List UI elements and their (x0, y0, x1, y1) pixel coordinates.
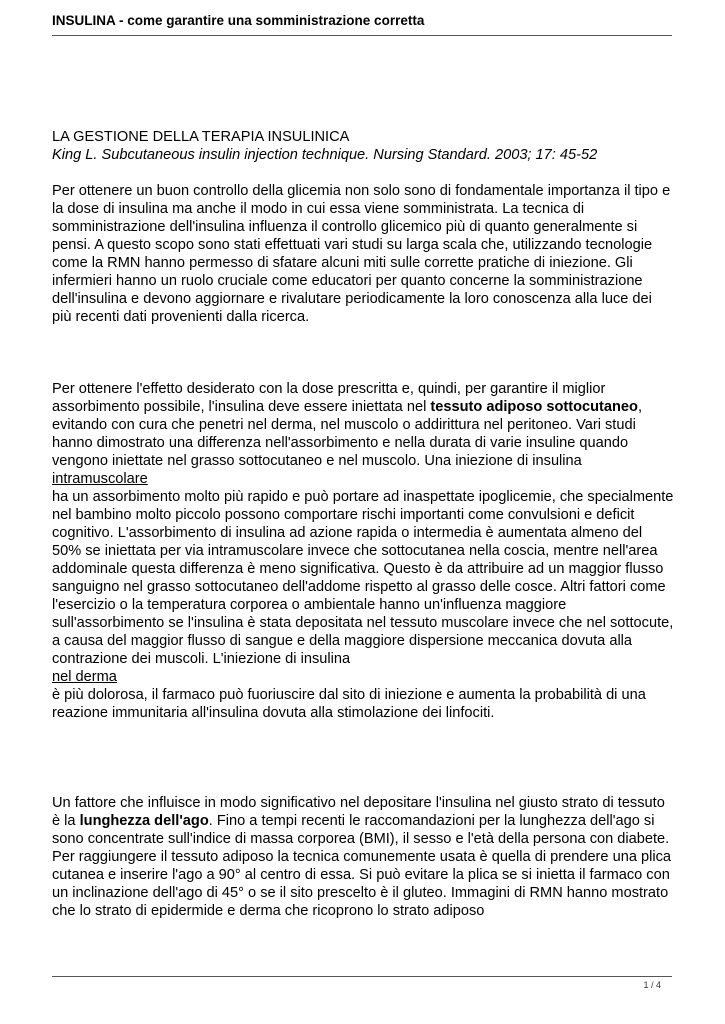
paragraph-text: è più dolorosa, il farmaco può fuoriuscire dal sito di iniezione e aumenta la probabilità di una reazione immunitaria all'insulina dovuta alla stimolazione dei linfociti. (52, 687, 646, 721)
citation: King L. Subcutaneous insulin injection technique. Nursing Standard. 2003; 17: 45-52 (52, 147, 598, 163)
paragraph-text: Un fattore che influisce in modo significativo nel depositare l'insulina nel giusto strato di tessuto è la (52, 795, 665, 829)
paragraph-injection-site (52, 380, 675, 722)
link-intramuscolare[interactable]: intramuscolare (52, 471, 148, 487)
document-body (52, 128, 675, 920)
paragraph-needle-length (52, 794, 675, 920)
paragraph-text: Per ottenere l'effetto desiderato con la dose prescritta e, quindi, per garantire il miglior assorbimento possibile, l'insulina deve essere iniettata nel (52, 381, 606, 415)
page-header-title: INSULINA - come garantire una somministrazione corretta (52, 13, 425, 28)
page-number: 1 / 4 (643, 980, 661, 990)
paragraph-text: . Fino a tempi recenti le raccomandazioni per la lunghezza dell'ago si sono concentrate sull'indice di massa corporea (BMI), il sesso e l'età della persona con diabete. Per raggiungere il tessuto adiposo la tecnica comunemente usata è quella di prendere una plica cutanea e inserire l'ago a 90° al centro di essa. Si può evitare la plica se si inietta il farmaco con un inclinazione dell'ago di 45° o se il sito prescelto è il gluteo. Immagini di RMN hanno mostrato che lo strato di epidermide e derma che ricoprono lo strato adiposo (52, 813, 672, 919)
header-divider (52, 35, 672, 36)
footer-divider (52, 976, 672, 977)
bold-term-needle-length: lunghezza dell'ago (79, 813, 209, 829)
paragraph-intro: Per ottenere un buon controllo della glicemia non solo sono di fondamentale importanza il tipo e la dose di insulina ma anche il modo in cui essa viene somministrata. La tecnica di somministrazione dell'insulina influenza il controllo glicemico più di quanto generalmente si pensi. A questo scopo sono stati effettuati vari studi su larga scala che, utilizzando tecnologie come la RMN hanno permesso di sfatare alcuni miti sulle corrette pratiche di iniezione. Gli infermieri hanno un ruolo cruciale come educatori per quanto concerne la somministrazione dell'insulina e devono aggiornare e rivalutare periodicamente la loro conoscenza alla luce dei più recenti dati provenienti dalla ricerca. (52, 183, 671, 325)
paragraph-text: ha un assorbimento molto più rapido e può portare ad inaspettate ipoglicemie, che specialmente nel bambino molto piccolo possono comportare rischi importanti come convulsioni e deficit cognitivo. L'assorbimento di insulina ad azione rapida o intermedia è aumentata almeno del 50% se iniettata per via intramuscolare invece che sottocutanea nella coscia, mentre nell'area addominale questa differenza è meno significativa. Questo è da attribuire ad un maggior flusso sanguigno nel grasso sottocutaneo dell'addome rispetto al grasso delle cosce. Altri fattori come l'esercizio o la temperatura corporea o ambientale hanno un'influenza maggiore sull'assorbimento se l'insulina è stata depositata nel tessuto muscolare invece che nel sottocute, a causa del maggior flusso di sangue e della maggiore dispersione meccanica dovuta alla contrazione dei muscoli. L'iniezione di insulina (52, 489, 674, 667)
paragraph-text: , evitando con cura che penetri nel derma, nel muscolo o addirittura nel peritoneo. Vari studi hanno dimostrato una differenza nell'assorbimento e nella durata di varie insuline quando vengono iniettate nel grasso sottocutaneo e nel muscolo. Una iniezione di insulina (52, 399, 643, 469)
bold-term-subcutaneous: tessuto adiposo sottocutaneo (430, 399, 638, 415)
section-title: LA GESTIONE DELLA TERAPIA INSULINICA (52, 129, 350, 145)
link-nel-derma[interactable]: nel derma (52, 669, 117, 685)
